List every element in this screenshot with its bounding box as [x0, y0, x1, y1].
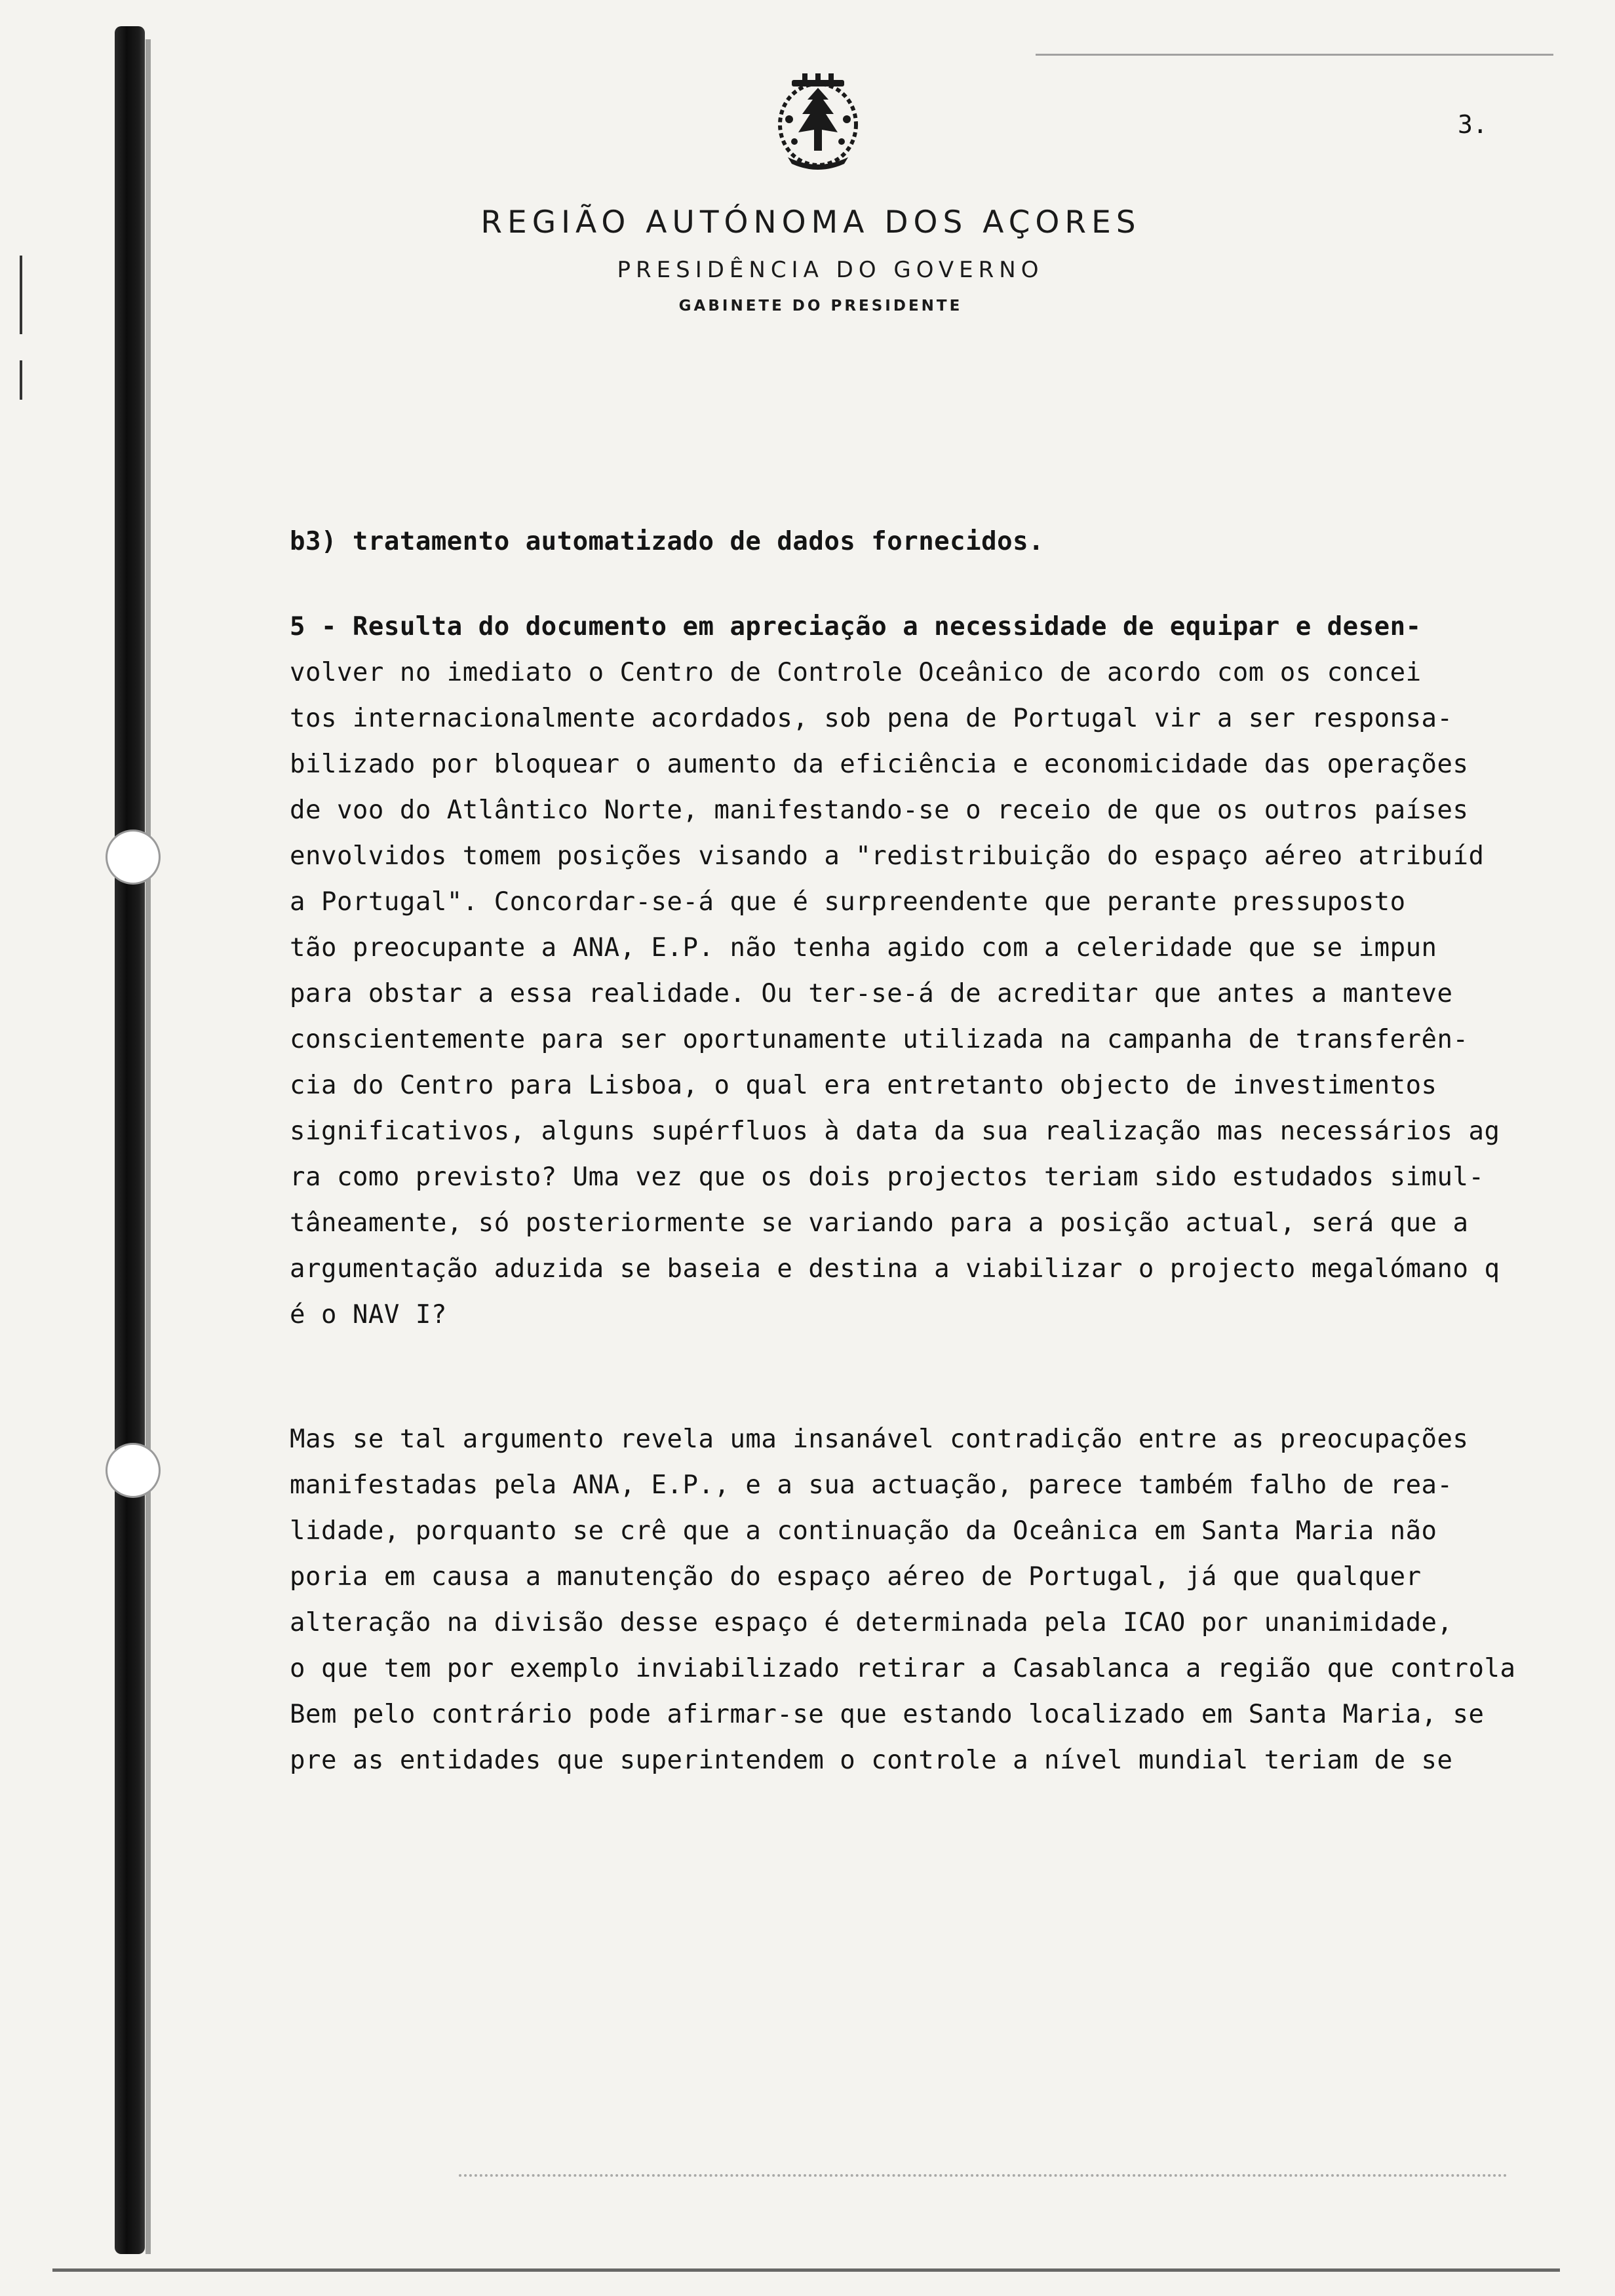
text-line: volver no imediato o Centro de Controle Oceânico de acordo com os concei [290, 658, 1422, 687]
top-scan-rule [1036, 54, 1553, 56]
text-line: envolvidos tomem posições visando a "redistribuição do espaço aéreo atribuíd [290, 841, 1485, 871]
text-line: ra como previsto? Uma vez que os dois projectos teriam sido estudados simul- [290, 1162, 1485, 1192]
text-line: de voo do Atlântico Norte, manifestando-se o receio de que os outros países [290, 795, 1469, 825]
item-b3 [290, 519, 1555, 565]
paragraph-5 [290, 604, 1555, 1338]
left-margin-marks [20, 256, 39, 452]
text-line: bilizado por bloquear o aumento da eficiência e economicidade das operações [290, 750, 1469, 779]
punch-hole-top [106, 830, 161, 885]
text-line: conscientemente para ser oportunamente utilizada na campanha de transferên- [290, 1025, 1469, 1054]
text-line: Bem pelo contrário pode afirmar-se que estando localizado em Santa Maria, se [290, 1700, 1485, 1729]
text-line: tos internacionalmente acordados, sob pena de Portugal vir a ser responsa- [290, 704, 1453, 733]
text-line: poria em causa a manutenção do espaço aéreo de Portugal, já que qualquer [290, 1562, 1422, 1592]
punch-hole-bottom [106, 1443, 161, 1498]
document-body [290, 519, 1555, 1784]
text-line: tão preocupante a ANA, E.P. não tenha agido com a celeridade que se impun [290, 933, 1437, 963]
text-line: a Portugal". Concordar-se-á que é surpreendente que perante pressuposto [290, 887, 1406, 917]
paragraph-6 [290, 1417, 1555, 1784]
text-line: para obstar a essa realidade. Ou ter-se-á de acreditar que antes a manteve [290, 979, 1453, 1008]
text-line: tâneamente, só posteriormente se variando para a posição actual, será que a [290, 1208, 1469, 1238]
text-line: manifestadas pela ANA, E.P., e a sua actuação, parece também falho de rea- [290, 1470, 1453, 1500]
page-number: 3. [1458, 110, 1488, 139]
text-line: o que tem por exemplo inviabilizado retirar a Casablanca a região que controla [290, 1654, 1516, 1683]
text-line: lidade, porquanto se crê que a continuação da Oceânica em Santa Maria não [290, 1516, 1437, 1546]
text-line: significativos, alguns supérfluos à data da sua realização mas necessários ag [290, 1117, 1500, 1146]
text-line: 5 - Resulta do documento em apreciação a necessidade de equipar e desen- [290, 612, 1422, 641]
binding-strip [115, 26, 145, 2254]
text-line: é o NAV I? [290, 1300, 447, 1330]
text-line: pre as entidades que superintendem o controle a nível mundial teriam de se [290, 1746, 1453, 1775]
footer-scan-noise [459, 2174, 1508, 2179]
header-region-title: REGIÃO AUTÓNOMA DOS AÇORES [480, 204, 1141, 240]
text-line: Mas se tal argumento revela uma insanável contradição entre as preocupações [290, 1425, 1469, 1454]
header-cabinet: GABINETE DO PRESIDENTE [678, 297, 963, 315]
header-presidency: PRESIDÊNCIA DO GOVERNO [617, 257, 1044, 283]
bottom-scan-rule [52, 2268, 1560, 2272]
binding-edge [146, 39, 151, 2254]
coat-of-arms-emblem [766, 73, 870, 172]
text-line: cia do Centro para Lisboa, o qual era entretanto objecto de investimentos [290, 1071, 1437, 1100]
text-line: argumentação aduzida se baseia e destina a viabilizar o projecto megalómano q [290, 1254, 1500, 1284]
text-line: alteração na divisão desse espaço é determinada pela ICAO por unanimidade, [290, 1608, 1453, 1637]
text-line: b3) tratamento automatizado de dados fornecidos. [290, 527, 1045, 556]
